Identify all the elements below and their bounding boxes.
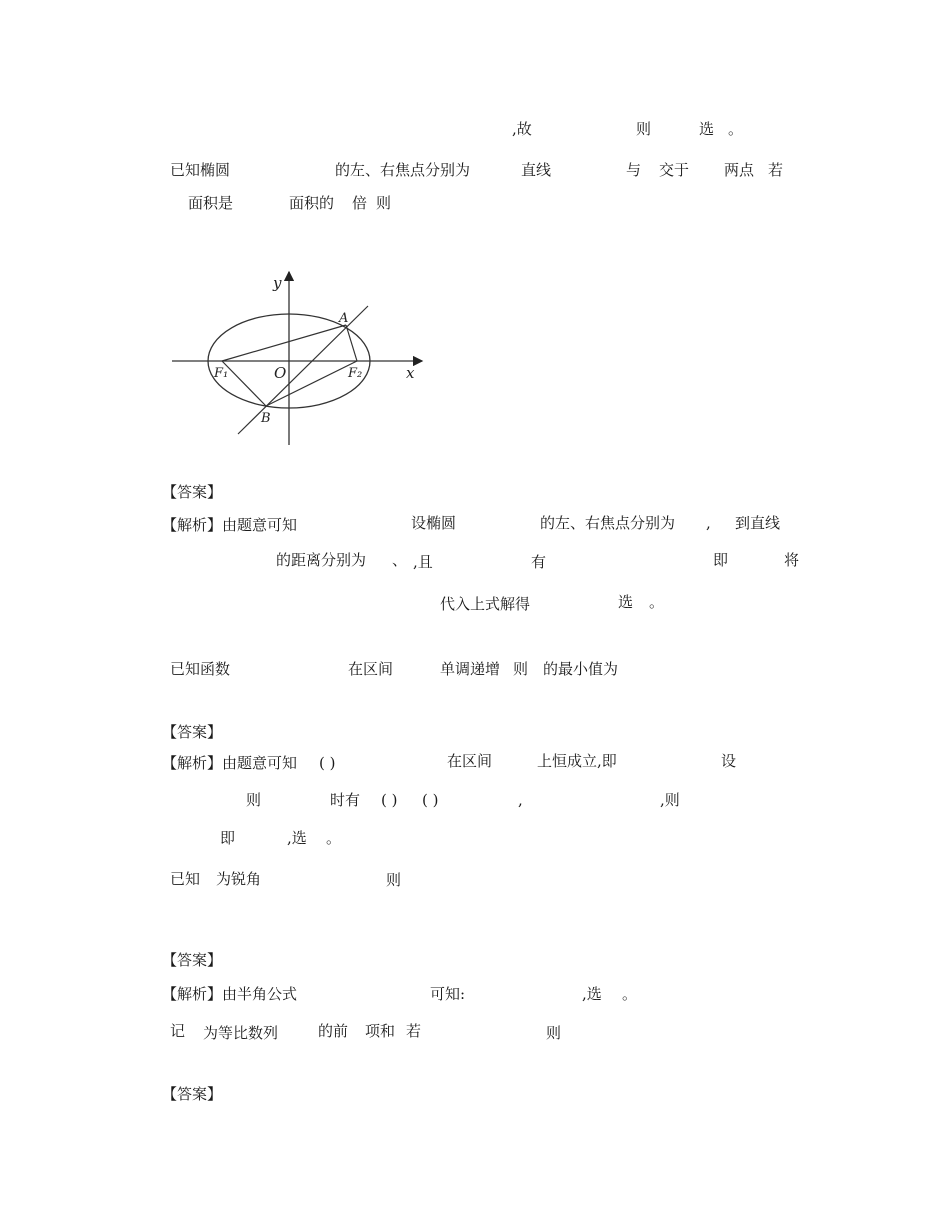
solution-text: ( ) (319, 754, 336, 772)
solution-text: 设椭圆 (411, 514, 457, 532)
answer-heading: 【答案】 (162, 951, 223, 969)
label-focus-f2: F₂ (348, 366, 363, 381)
label-point-b: B (261, 411, 271, 426)
question-text: 在区间 (348, 660, 394, 678)
solution-text: 的左、右焦点分别为 (540, 514, 676, 532)
solution-text: 到直线 (735, 514, 781, 532)
question-text: 单调递增 (440, 660, 501, 678)
question-text: 与 (626, 161, 642, 179)
solution-text: 则 (246, 791, 262, 809)
solution-text: 选 (618, 593, 634, 611)
question-text: 则 (513, 660, 529, 678)
answer-heading: 【答案】 (162, 483, 223, 501)
solution-text: 可知: (430, 985, 466, 1003)
ellipse-figure (168, 268, 430, 450)
question-text: 为锐角 (216, 870, 262, 888)
solution-text: 。 (649, 593, 665, 611)
label-point-a: A (339, 311, 349, 326)
question-text: 倍 (352, 194, 368, 212)
solution-text: 【解析】由题意可知 (162, 516, 298, 534)
label-focus-f1: F₁ (214, 366, 229, 381)
solution-text: ,选 (582, 985, 602, 1003)
solution-text: 即 (713, 551, 729, 569)
solution-text: ,且 (413, 553, 433, 571)
question-text: 若 (406, 1022, 422, 1040)
solution-text: 。 (326, 829, 342, 847)
question-text: 为等比数列 (203, 1024, 279, 1042)
solution-text: 将 (784, 551, 800, 569)
solution-text: 时有 (330, 791, 361, 809)
question-text: 则 (376, 194, 392, 212)
segment-f1-b (222, 361, 266, 406)
text-fragment: 。 (728, 120, 744, 138)
question-text: 记 (170, 1022, 186, 1040)
solution-text: ,选 (287, 829, 307, 847)
label-origin: O (274, 364, 287, 382)
question-text: 的左、右焦点分别为 (335, 161, 471, 179)
question-text: 若 (768, 161, 784, 179)
solution-text: 的距离分别为 (276, 551, 367, 569)
question-text: 的最小值为 (543, 660, 619, 678)
text-fragment: ,故 (512, 120, 532, 138)
question-text: 则 (546, 1024, 562, 1042)
solution-text: 即 (220, 829, 236, 847)
question-text: 面积是 (188, 194, 234, 212)
solution-text: , (706, 514, 711, 532)
solution-text: ( ) (422, 791, 439, 809)
answer-heading: 【答案】 (162, 1085, 223, 1103)
solution-text: 设 (721, 752, 737, 770)
question-text: 已知椭圆 (170, 161, 231, 179)
solution-text: ,则 (660, 791, 680, 809)
solution-text: 【解析】由题意可知 (162, 754, 298, 772)
solution-text: 在区间 (447, 752, 493, 770)
segment-f1-a (222, 325, 346, 361)
solution-text: 上恒成立,即 (537, 752, 617, 770)
label-y: y (273, 274, 282, 292)
solution-text: 有 (531, 553, 547, 571)
question-text: 的前 (318, 1022, 349, 1040)
question-text: 已知函数 (170, 660, 231, 678)
question-text: 两点 (724, 161, 755, 179)
solution-text: 。 (622, 985, 638, 1003)
text-fragment: 选 (699, 120, 715, 138)
question-text: 已知 (170, 870, 201, 888)
label-x: x (406, 364, 415, 382)
solution-text: , (518, 791, 523, 809)
solution-text: 、 (392, 551, 408, 569)
question-text: 则 (386, 871, 402, 889)
question-text: 直线 (521, 161, 552, 179)
text-fragment: 则 (636, 120, 652, 138)
question-text: 面积的 (289, 194, 335, 212)
solution-text: 【解析】由半角公式 (162, 985, 298, 1003)
question-text: 项和 (365, 1022, 396, 1040)
answer-heading: 【答案】 (162, 723, 223, 741)
solution-text: ( ) (381, 791, 398, 809)
solution-text: 代入上式解得 (440, 595, 531, 613)
question-text: 交于 (659, 161, 690, 179)
